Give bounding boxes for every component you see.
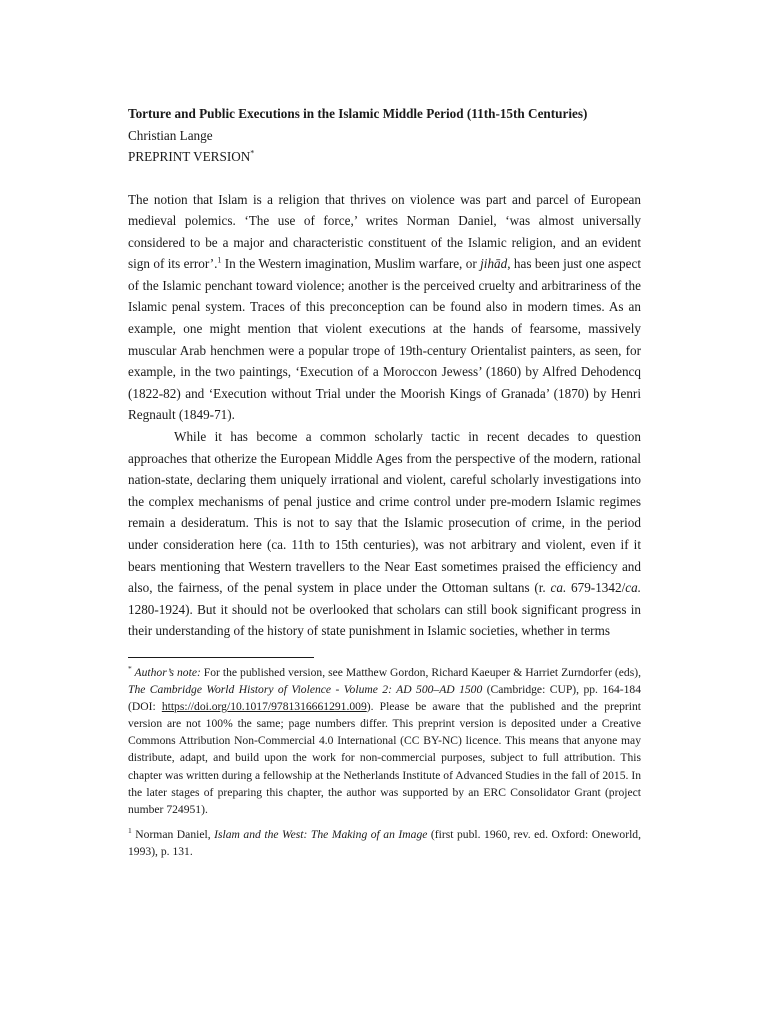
version-label-text: PREPRINT VERSION [128,149,251,164]
footnote-1-text-1: Norman Daniel, [131,827,215,841]
footnote-1-book: Islam and the West: The Making of an Image [214,827,428,841]
version-footnote-mark: * [250,148,255,158]
footnote-star-text-1: For the published version, see Matthew Gordon, Richard Kaeuper & Harriet Zurndorfer (eds), [200,665,641,679]
paragraph-1 [128,189,641,427]
footnote-star-text-3: ). Please be aware that the published and the preprint version are not 100% the same; page numbers differ. This preprint version is deposited under a Creative Commons Attribution Non-Commercial 4.0 International (CC BY-NC) licence. This means that anyone may distribute, adapt, and build upon the work for non-commercial purposes, subject to full attribution. This chapter was written during a fellowship at the Netherlands Institute of Advanced Studies in the fall of 2015. In the later stages of preparing this chapter, the author was supported by an ERC Consolidator Grant (project number 724951). [128,700,641,816]
footnotes [128,664,641,860]
footnote-1-mark: 1 [128,825,132,835]
footnote-star-text-2: (Cambridge: CUP), pp. 164-184 (DOI: [128,683,641,714]
version-label [128,146,641,168]
footnote-star-book: The Cambridge World History of Violence - Volume 2: AD 500–AD 1500 [128,683,483,697]
footnote-star-label: Author’s note: [131,665,201,679]
footnote-1 [128,826,641,860]
footnote-star-mark: * [128,664,132,674]
footnote-star [128,664,641,818]
doi-link[interactable]: https://doi.org/10.1017/9781316661291.009 [161,700,367,714]
p1-text-2: In the Western imagination, Muslim warfare, or [221,256,481,272]
p1-jihad-term: jihād [480,256,508,272]
body-text [128,189,641,642]
p2-ca-2: ca. [625,580,641,596]
p2-text-2: 679-1342/ [566,580,626,596]
paper-title: Torture and Public Executions in the Islamic Middle Period (11th-15th Centuries) [128,106,588,121]
footnote-ref-1: 1 [217,255,222,265]
footnote-1-text-2: (first publ. 1960, rev. ed. Oxford: Oneworld, 1993), p. 131. [128,827,641,858]
p1-text-3: , has been just one aspect of the Islamic penchant toward violence; another is the perceived cruelty and arbitrariness of the Islamic penal system. Traces of this preconception can be found also in modern times. As an example, one might mention that violent executions at the hands of fearsome, massively muscular Arab henchmen were a popular trope of 19th-century Orientalist painters, as seen, for example, in the two paintings, ‘Execution of a Moroccon Jewess’ (1860) by Alfred Dehodencq (1822-82) and ‘Execution without Trial under the Moorish Kings of Granada’ (1870) by Henri Regnault (1849-71). [128,256,641,423]
footnote-divider [128,657,314,658]
paragraph-2 [128,426,641,642]
p2-text-3: 1280-1924). But it should not be overlooked that scholars can still book significant progress in their understanding of the history of state punishment in Islamic societies, whether in terms [128,601,641,639]
document-page [128,103,641,860]
p2-text-1: While it has become a common scholarly tactic in recent decades to question approaches that otherize the European Middle Ages from the perspective of the modern, rational nation-state, declaring them uniquely irrational and violent, careful scholarly investigations into the complex mechanisms of penal justice and crime control under pre-modern Islamic regimes remain a desideratum. This is not to say that the Islamic prosecution of crime, in the period under consideration here (ca. 11th to 15th centuries), was not arbitrary and violent, even if it bears mentioning that Western travellers to the Near East sometimes praised the efficiency and also, the fairness, of the penal system in place under the Ottoman sultans (r. [128,429,641,596]
p1-text-1: The notion that Islam is a religion that thrives on violence was part and parcel of European medieval polemics. ‘The use of force,’ writes Norman Daniel, ‘was almost universally considered to be a major and characteristic constituent of the Islamic religion, and an evident sign of its error’. [128,191,641,272]
p2-ca-1: ca. [550,580,567,596]
author-name: Christian Lange [128,127,213,143]
